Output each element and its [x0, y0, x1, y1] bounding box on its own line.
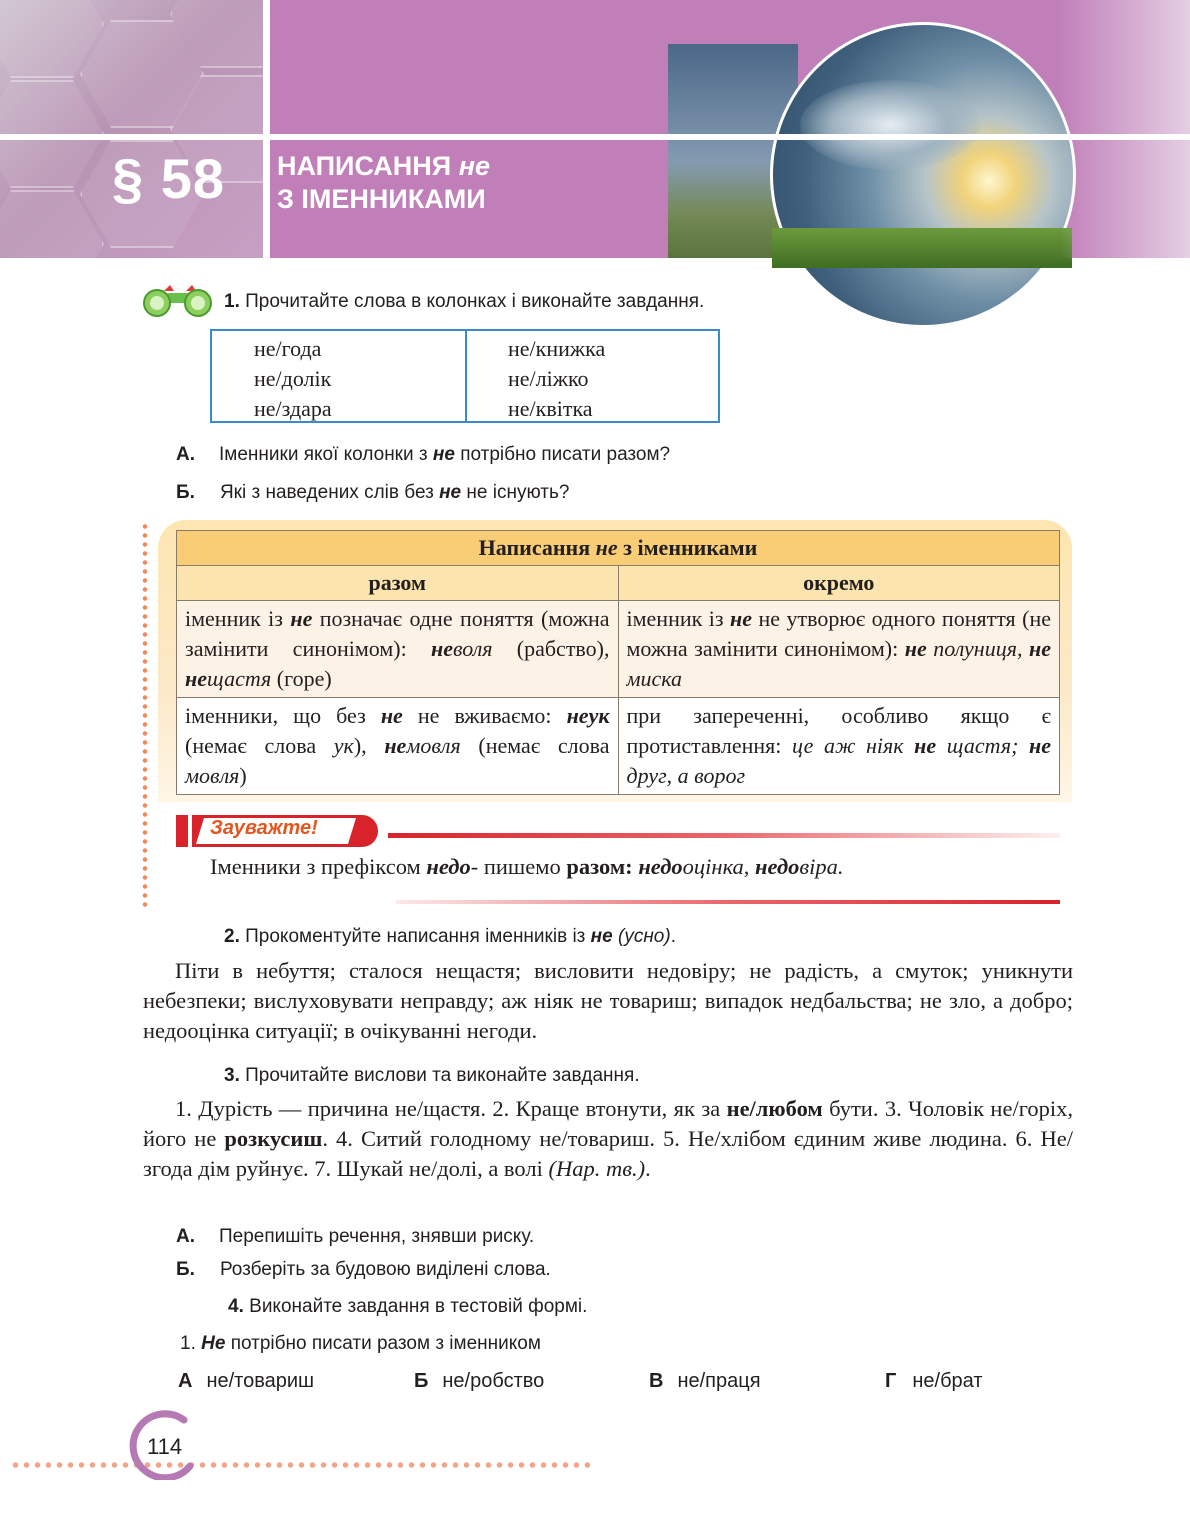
- sky-photo: [770, 22, 1076, 328]
- header-divider: [0, 134, 1190, 140]
- rule-table: [176, 530, 1060, 795]
- task3-question-b: Б. Розберіть за будовою виділені слова.: [176, 1259, 551, 1280]
- word-left-3: не/здара: [254, 396, 332, 421]
- option-b: Б не/робство: [414, 1370, 545, 1392]
- rule-cell-together-2: іменники, що без не не вживаємо: неук (немає слова ук), немовля (немає слова мовля): [177, 698, 619, 795]
- word-left-2: не/долік: [254, 366, 332, 391]
- task2-instruction: 2. Прокоментуйте написання іменників із не (усно).: [224, 926, 676, 947]
- task1-instruction: 1. Прочитайте слова в колонках і виконайте завдання.: [224, 291, 705, 312]
- rule-cell-together-1: іменник із не позначає одне поняття (можна замінити синонімом): неволя (рабство), нещастя (горе): [177, 601, 619, 698]
- rule-cell-separate-2: при запереченні, особливо якщо є протиставлення: це аж ніяк не щастя; не друг, а ворог: [618, 698, 1060, 795]
- page-number: 114: [147, 1434, 183, 1459]
- option-c: В не/праця: [649, 1370, 761, 1392]
- task1-question-a: А. Іменники якої колонки з не потрібно писати разом?: [176, 444, 671, 465]
- storm-cloud: [800, 80, 980, 170]
- task1-question-b: Б. Які з наведених слів без не не існують?: [176, 482, 570, 503]
- page-title-line1: НАПИСАННЯ не: [277, 151, 491, 181]
- word-right-3: не/квітка: [508, 396, 593, 421]
- rule-cell-separate-1: іменник із не не утворює одного поняття (не можна замінити синонімом): не полуниця, не миска: [618, 601, 1060, 698]
- task3-body: 1. Дурість — причина не/щастя. 2. Краще втонути, як за не/любом бути. 3. Чоловік не/горіх, його не розкусиш. 4. Ситий голодному не/товариш. 5. Не/хлібом єдиним живе людина. 6. Не/згода дім руйнує. 7. Шукай не/долі, а волі (Нар. тв.).: [143, 1096, 1073, 1181]
- option-d: Г не/брат: [885, 1370, 983, 1392]
- word-columns-divider: [465, 329, 467, 423]
- note-bottom-line: [396, 900, 1060, 904]
- task3-question-a: А. Перепишіть речення, знявши риску.: [176, 1226, 535, 1247]
- binoculars-icon: [140, 283, 216, 319]
- page-title-line2: З ІМЕННИКАМИ: [277, 184, 486, 214]
- word-left-1: не/года: [254, 336, 322, 361]
- note-tag-label: Зауважте!: [210, 817, 318, 839]
- rule-table-title: Написання не з іменниками: [177, 531, 1060, 566]
- rule-col-together: разом: [177, 566, 619, 601]
- dotted-margin-line: [142, 522, 148, 908]
- word-right-2: не/ліжко: [508, 366, 589, 391]
- field-ground: [772, 228, 1072, 268]
- note-text: Іменники з префіксом недо- пишемо разом: недооцінка, недовіра.: [210, 854, 844, 879]
- rule-col-separate: окремо: [618, 566, 1060, 601]
- header-fade: [1060, 0, 1190, 258]
- task4-question: 1. Не потрібно писати разом з іменником: [180, 1333, 541, 1354]
- task2-body: Піти в небуття; сталося нещастя; висловити недовіру; не радість, а смуток; уникнути небезпеки; вислуховувати неправду; аж ніяк не товариш; випадок недбальства; не зло, а добро; недооцінка ситуації; в очікуванні негоди.: [143, 958, 1073, 1043]
- header-hex-background: [0, 0, 263, 258]
- section-number: § 58: [112, 147, 225, 210]
- footer-dotted-line: [10, 1461, 590, 1469]
- word-right-1: не/книжка: [508, 336, 606, 361]
- task4-instruction: 4. Виконайте завдання в тестовій формі.: [228, 1296, 588, 1317]
- header-vertical-divider: [263, 0, 270, 258]
- note-underline: [388, 833, 1060, 838]
- task3-instruction: 3. Прочитайте вислови та виконайте завдання.: [224, 1065, 640, 1086]
- option-a: А не/товариш: [178, 1370, 315, 1392]
